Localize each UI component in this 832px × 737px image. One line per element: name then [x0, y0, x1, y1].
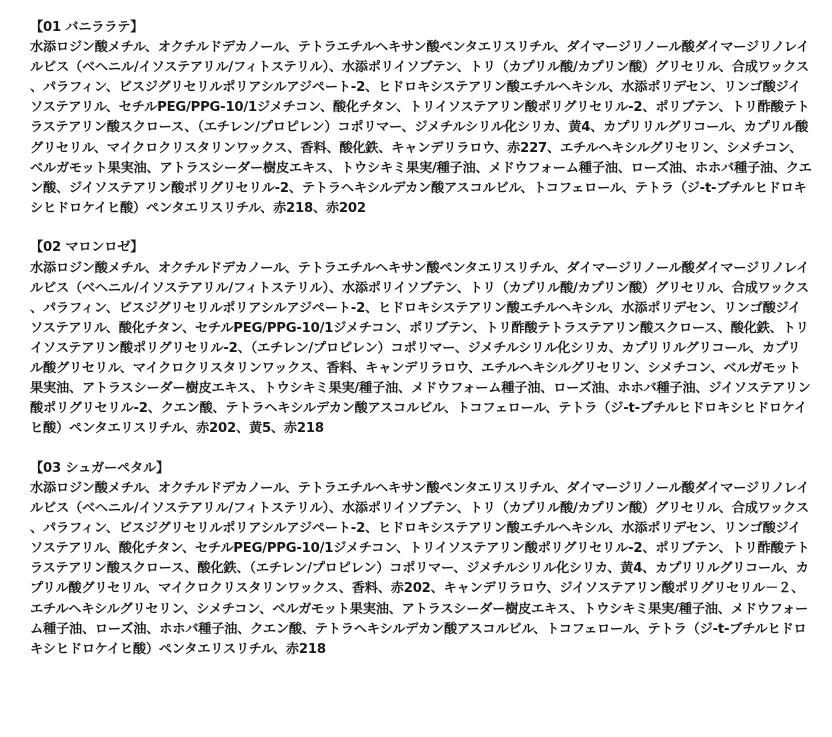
ingredient-section-02 [30, 238, 812, 439]
ingredient-section-03 [30, 459, 812, 660]
ingredient-list: 水添ロジン酸メチル、オクチルドデカノール、テトラエチルヘキサン酸ペンタエリスリチル、ダイマージリノール酸ダイマージリノレイルビス（ベヘニル/イソステアリル/フィトステリル）、水添ポリイソブテン、トリ（カプリル酸/カプリン酸）グリセリル、合成ワックス、パラフィン、ビスジグリセリルポリアシルアジペート-2、ヒドロキシステアリン酸エチルヘキシル、水添ポリデセン、リンゴ酸ジイソステアリル、セチルPEG/PPG-10/1ジメチコン、酸化チタン、トリイソステアリン酸ポリグリセリル-2、ポリブテン、トリ酢酸テトラステアリン酸スクロース、（エチレン/プロピレン）コポリマー、ジメチルシリル化シリカ、黄4、カプリリルグリコール、カプリル酸グリセリル、マイクロクリスタリンワックス、香料、酸化鉄、キャンデリラロウ、赤227、エチルヘキシルグリセリン、シメチコン、ベルガモット果実油、アトラスシーダー樹皮エキス、トウシキミ果実/種子油、メドウフォーム種子油、ローズ油、ホホバ種子油、クエン酸、ジイソステアリン酸ポリグリセリル-2、テトラヘキシルデカン酸アスコルビル、トコフェロール、テトラ（ジ-t-ブチルヒドロキシヒドロケイヒ酸）ペンタエリスリチル、赤218、赤202 [30, 40, 812, 216]
ingredient-document [30, 18, 812, 660]
section-title: 【03 シュガーペタル】 [30, 460, 169, 476]
ingredient-list: 水添ロジン酸メチル、オクチルドデカノール、テトラエチルヘキサン酸ペンタエリスリチル、ダイマージリノール酸ダイマージリノレイルビス（ベヘニル/イソステアリル/フィトステリル）、水添ポリイソブテン、トリ（カプリル酸/カプリン酸）グリセリル、合成ワックス、パラフィン、ビスジグリセリルポリアシルアジペート-2、ヒドロキシステアリン酸エチルヘキシル、水添ポリデセン、リンゴ酸ジイソステアリル、酸化チタン、セチルPEG/PPG-10/1ジメチコン、トリイソステアリン酸ポリグリセリル-2、ポリブテン、トリ酢酸テトラステアリン酸スクロース、酸化鉄、（エチレン/プロピレン）コポリマー、ジメチルシリル化シリカ、黄4、カプリリルグリコール、カプリル酸グリセリル、マイクロクリスタリンワックス、香料、赤202、キャンデリラロウ、ジイソステアリン酸ポリグリセリル－２、エチルヘキシルグリセリン、シメチコン、ベルガモット果実油、アトラスシーダー樹皮エキス、トウシキミ果実/種子油、メドウフォーム種子油、ローズ油、ホホバ種子油、クエン酸、テトラヘキシルデカン酸アスコルビル、トコフェロール、テトラ（ジ-t-ブチルヒドロキシヒドロケイヒ酸）ペンタエリスリチル、赤218 [30, 480, 810, 657]
ingredient-section-01 [30, 18, 812, 219]
ingredient-list: 水添ロジン酸メチル、オクチルドデカノール、テトラエチルヘキサン酸ペンタエリスリチル、ダイマージリノール酸ダイマージリノレイルビス（ベヘニル/イソステアリル/フィトステリル）、水添ポリイソブテン、トリ（カプリル酸/カプリン酸）グリセリル、合成ワックス、パラフィン、ビスジグリセリルポリアシルアジペート-2、ヒドロキシステアリン酸エチルヘキシル、水添ポリデセン、リンゴ酸ジイソステアリル、酸化チタン、セチルPEG/PPG-10/1ジメチコン、ポリブテン、トリ酢酸テトラステアリン酸スクロース、酸化鉄、トリイソステアリン酸ポリグリセリル-2、（エチレン/プロピレン）コポリマー、ジメチルシリル化シリカ、カプリリルグリコール、カプリル酸グリセリル、マイクロクリスタリンワックス、香料、キャンデリラロウ、エチルヘキシルグリセリン、シメチコン、ベルガモット果実油、アトラスシーダー樹皮エキス、トウシキミ果実/種子油、メドウフォーム種子油、ローズ油、ホホバ種子油、ジイソステアリン酸ポリグリセリル-2、クエン酸、テトラヘキシルデカン酸アスコルビル、トコフェロール、テトラ（ジ-t-ブチルヒドロキシヒドロケイヒ酸）ペンタエリスリチル、赤202、黄5、赤218 [30, 260, 811, 437]
section-title: 【02 マロンロゼ】 [30, 240, 144, 256]
section-title: 【01 バニララテ】 [30, 20, 144, 35]
